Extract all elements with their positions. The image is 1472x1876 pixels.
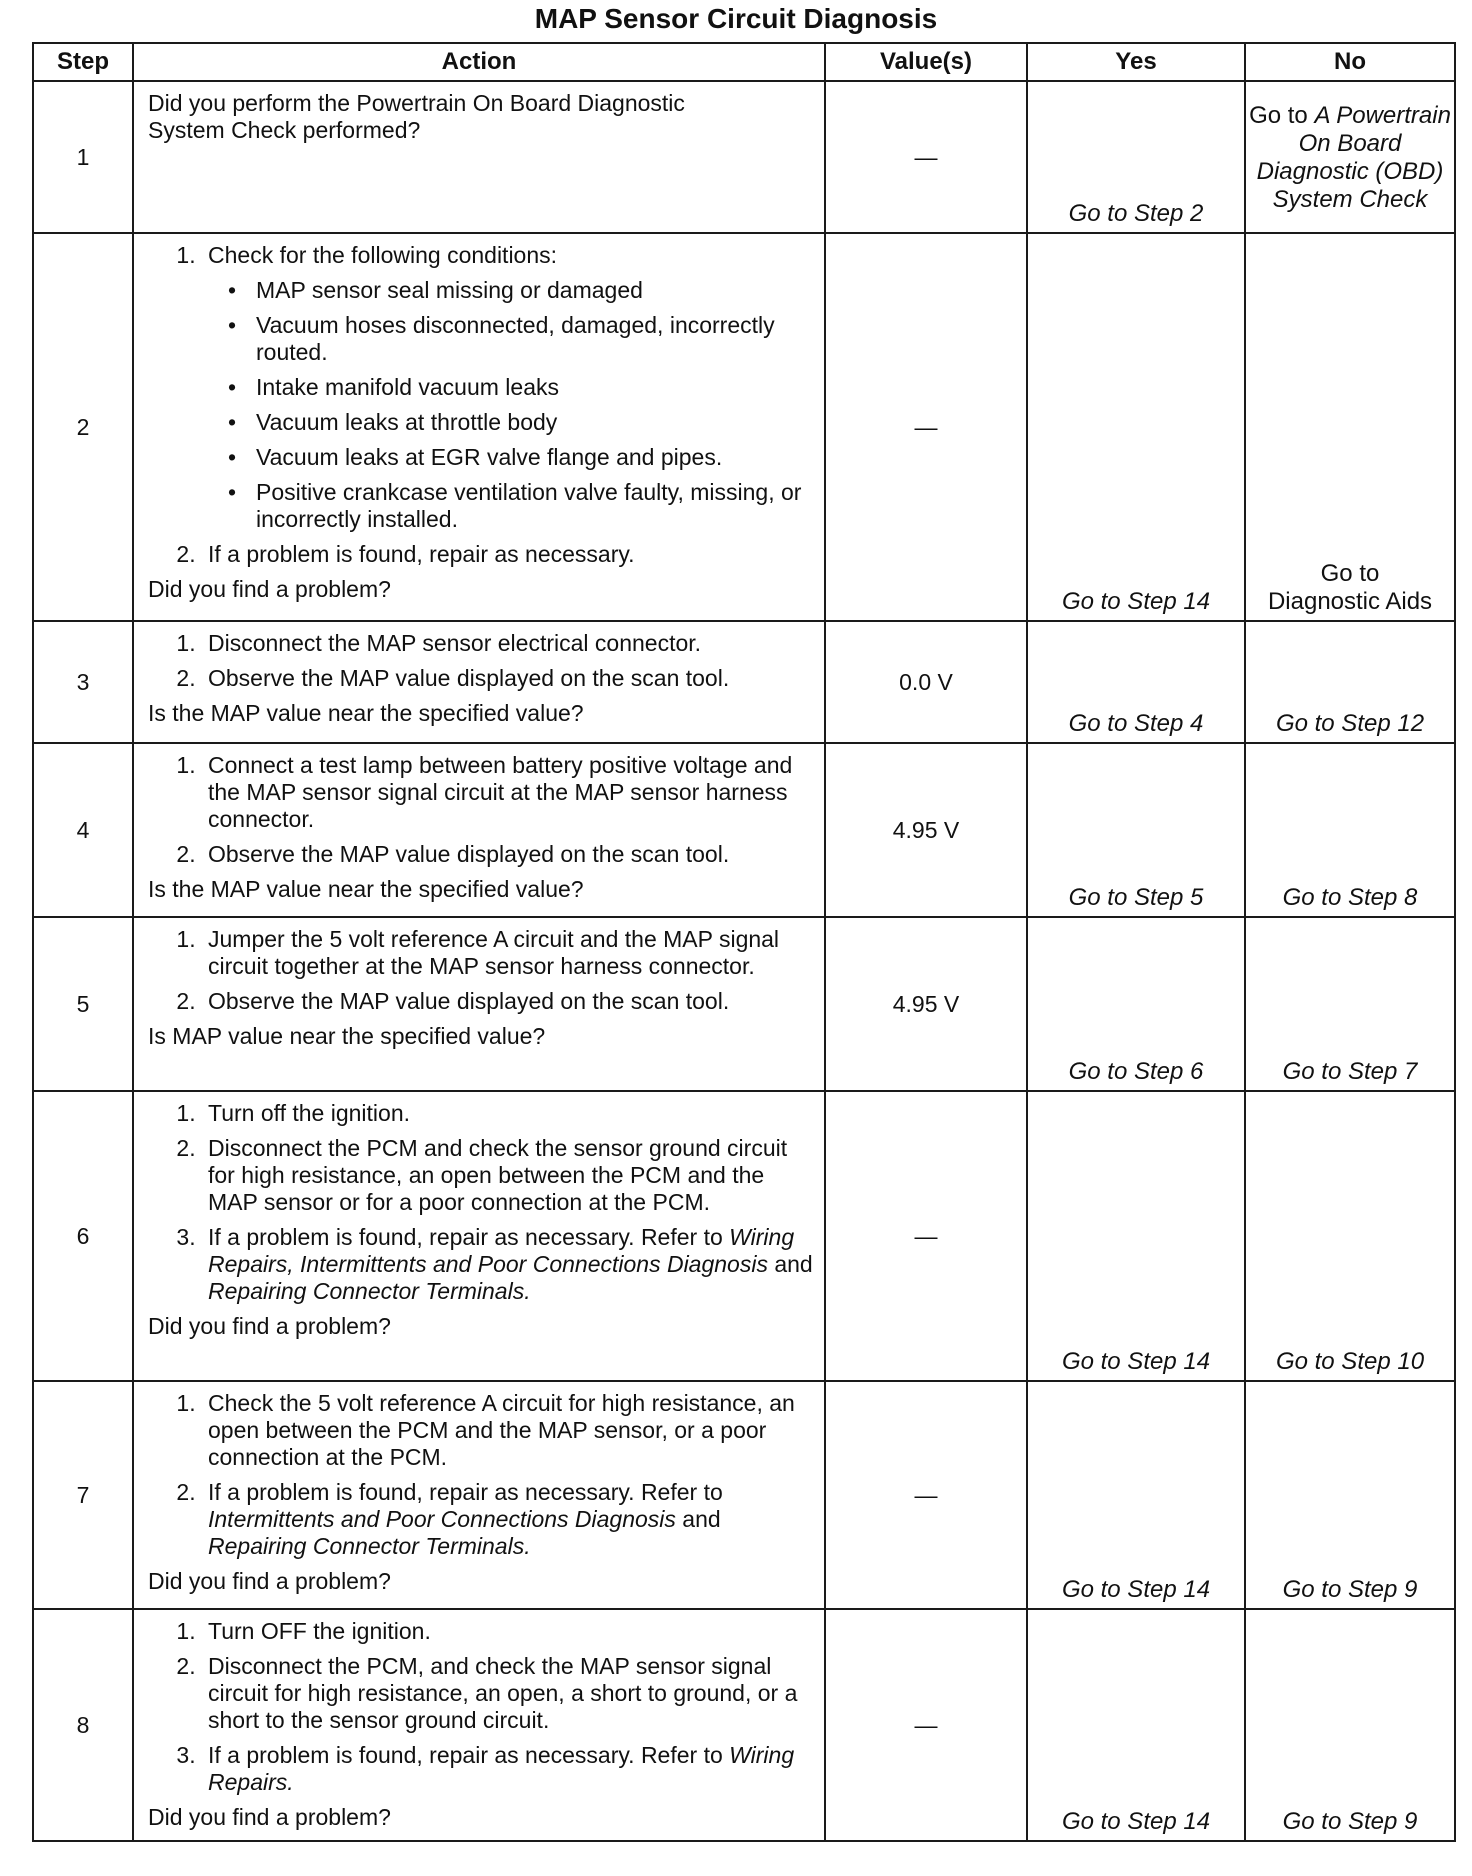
instruction-text: If a problem is found, repair as necessary. Refer to	[208, 1224, 730, 1250]
table-row-step-1	[33, 81, 1455, 233]
instruction-item	[202, 1742, 816, 1796]
step-number: 7	[33, 1381, 133, 1609]
no-goto-link[interactable]: Go to Step 9	[1245, 1381, 1455, 1609]
instruction-text: and	[767, 1251, 813, 1277]
question-text: Is the MAP value near the specified value?	[148, 876, 584, 902]
instruction-list	[148, 630, 816, 692]
instruction-item: 2. Observe the MAP value displayed on the scan tool.	[202, 665, 816, 692]
table-row-step-3	[33, 621, 1455, 743]
condition-item: • Vacuum leaks at throttle body	[250, 409, 816, 436]
no-goto-link[interactable]: Go to Step 12	[1245, 621, 1455, 743]
instruction-item	[202, 1479, 816, 1560]
instruction-text: If a problem is found, repair as necessary. Refer to	[208, 1479, 723, 1505]
value-cell: —	[825, 1609, 1027, 1841]
instruction-item: 2. If a problem is found, repair as necessary.	[202, 541, 816, 568]
instruction-item	[202, 242, 816, 533]
instruction-item: 2. Observe the MAP value displayed on the scan tool.	[202, 841, 816, 868]
no-goto-link[interactable]: Go to Diagnostic Aids	[1245, 233, 1455, 621]
no-goto-prefix: Go to	[1249, 102, 1315, 129]
yes-goto-link[interactable]: Go to Step 6	[1027, 917, 1245, 1091]
table-row-step-7	[33, 1381, 1455, 1609]
step-number: 5	[33, 917, 133, 1091]
no-goto-link[interactable]	[1245, 81, 1455, 233]
table-row-step-8	[33, 1609, 1455, 1841]
no-goto-reference: A Powertrain On Board Diagnostic (OBD) System Check	[1256, 102, 1451, 213]
no-goto-link[interactable]: Go to Step 7	[1245, 917, 1455, 1091]
condition-list	[208, 277, 816, 533]
header-row	[33, 43, 1455, 81]
value-cell: —	[825, 1091, 1027, 1381]
instruction-item: 2. Observe the MAP value displayed on the scan tool.	[202, 988, 816, 1015]
reference-link[interactable]: Wiring Repairs.	[208, 1742, 795, 1795]
reference-link[interactable]: Repairing Connector Terminals.	[208, 1533, 531, 1559]
yes-goto-link[interactable]: Go to Step 14	[1027, 1091, 1245, 1381]
step-number: 3	[33, 621, 133, 743]
action-cell	[133, 1091, 825, 1381]
instruction-item: 2. Disconnect the PCM and check the sensor ground circuit for high resistance, an open between the PCM and the MAP sensor or for a poor connection at the PCM.	[202, 1135, 816, 1216]
action-cell	[133, 917, 825, 1091]
value-cell: 4.95 V	[825, 917, 1027, 1091]
instruction-list	[148, 1100, 816, 1305]
header-values: Value(s)	[825, 43, 1027, 81]
step-number: 1	[33, 81, 133, 233]
action-cell	[133, 1609, 825, 1841]
question-text: Did you find a problem?	[148, 1568, 391, 1594]
instruction-item	[202, 1224, 816, 1305]
question-text: Did you find a problem?	[148, 576, 391, 602]
yes-goto-link[interactable]: Go to Step 14	[1027, 233, 1245, 621]
action-cell	[133, 743, 825, 917]
condition-item: • Vacuum hoses disconnected, damaged, incorrectly routed.	[250, 312, 816, 366]
value-cell: —	[825, 233, 1027, 621]
table-row-step-6	[33, 1091, 1455, 1381]
step-number: 2	[33, 233, 133, 621]
question-text: Is MAP value near the specified value?	[148, 1023, 546, 1049]
action-cell	[133, 81, 825, 233]
yes-goto-link[interactable]: Go to Step 2	[1027, 81, 1245, 233]
value-cell: —	[825, 81, 1027, 233]
instruction-list	[148, 926, 816, 1015]
instruction-text: Check for the following conditions:	[208, 242, 558, 268]
yes-goto-link[interactable]: Go to Step 5	[1027, 743, 1245, 917]
question-text: Did you find a problem?	[148, 1313, 391, 1339]
instruction-list	[148, 1618, 816, 1796]
condition-item: • Positive crankcase ventilation valve faulty, missing, or incorrectly installed.	[250, 479, 816, 533]
diagnosis-table	[32, 42, 1456, 1842]
instruction-item: 2. Disconnect the PCM, and check the MAP sensor signal circuit for high resistance, an open, a short to ground, or a short to the sensor ground circuit.	[202, 1653, 816, 1734]
instruction-item: 1. Check the 5 volt reference A circuit for high resistance, an open between the PCM and the MAP sensor, or a poor connection at the PCM.	[202, 1390, 816, 1471]
reference-link[interactable]: Wiring Repairs, Intermittents and Poor Connections Diagnosis	[208, 1224, 795, 1277]
yes-goto-link[interactable]: Go to Step 4	[1027, 621, 1245, 743]
step-number: 6	[33, 1091, 133, 1381]
instruction-list	[148, 242, 816, 568]
instruction-item: 1. Jumper the 5 volt reference A circuit and the MAP signal circuit together at the MAP sensor harness connector.	[202, 926, 816, 980]
step-number: 8	[33, 1609, 133, 1841]
question-text: Is the MAP value near the specified value?	[148, 700, 584, 726]
header-step: Step	[33, 43, 133, 81]
header-no: No	[1245, 43, 1455, 81]
action-cell	[133, 621, 825, 743]
table-row-step-2	[33, 233, 1455, 621]
action-cell	[133, 233, 825, 621]
value-cell: —	[825, 1381, 1027, 1609]
yes-goto-link[interactable]: Go to Step 14	[1027, 1609, 1245, 1841]
no-goto-link[interactable]: Go to Step 10	[1245, 1091, 1455, 1381]
step-number: 4	[33, 743, 133, 917]
value-cell: 0.0 V	[825, 621, 1027, 743]
condition-item: • Intake manifold vacuum leaks	[250, 374, 816, 401]
reference-link[interactable]: Intermittents and Poor Connections Diagnosis	[208, 1506, 676, 1532]
question-text: Did you perform the Powertrain On Board Diagnostic System Check performed?	[148, 90, 685, 143]
instruction-item: 1. Disconnect the MAP sensor electrical connector.	[202, 630, 816, 657]
instruction-text: and	[675, 1506, 721, 1532]
condition-item: • MAP sensor seal missing or damaged	[250, 277, 816, 304]
instruction-text: If a problem is found, repair as necessary. Refer to	[208, 1742, 730, 1768]
instruction-item: 1. Connect a test lamp between battery positive voltage and the MAP sensor signal circuit at the MAP sensor harness connector.	[202, 752, 816, 833]
question-text: Did you find a problem?	[148, 1804, 391, 1830]
instruction-item: 1. Turn OFF the ignition.	[202, 1618, 816, 1645]
action-cell	[133, 1381, 825, 1609]
instruction-list	[148, 1390, 816, 1560]
reference-link[interactable]: Repairing Connector Terminals.	[208, 1278, 531, 1304]
table-row-step-4	[33, 743, 1455, 917]
no-goto-link[interactable]: Go to Step 9	[1245, 1609, 1455, 1841]
table-row-step-5	[33, 917, 1455, 1091]
condition-item: • Vacuum leaks at EGR valve flange and pipes.	[250, 444, 816, 471]
instruction-list	[148, 752, 816, 868]
header-action: Action	[133, 43, 825, 81]
instruction-item: 1. Turn off the ignition.	[202, 1100, 816, 1127]
header-yes: Yes	[1027, 43, 1245, 81]
no-goto-link[interactable]: Go to Step 8	[1245, 743, 1455, 917]
value-cell: 4.95 V	[825, 743, 1027, 917]
yes-goto-link[interactable]: Go to Step 14	[1027, 1381, 1245, 1609]
page-title: MAP Sensor Circuit Diagnosis	[534, 3, 938, 34]
